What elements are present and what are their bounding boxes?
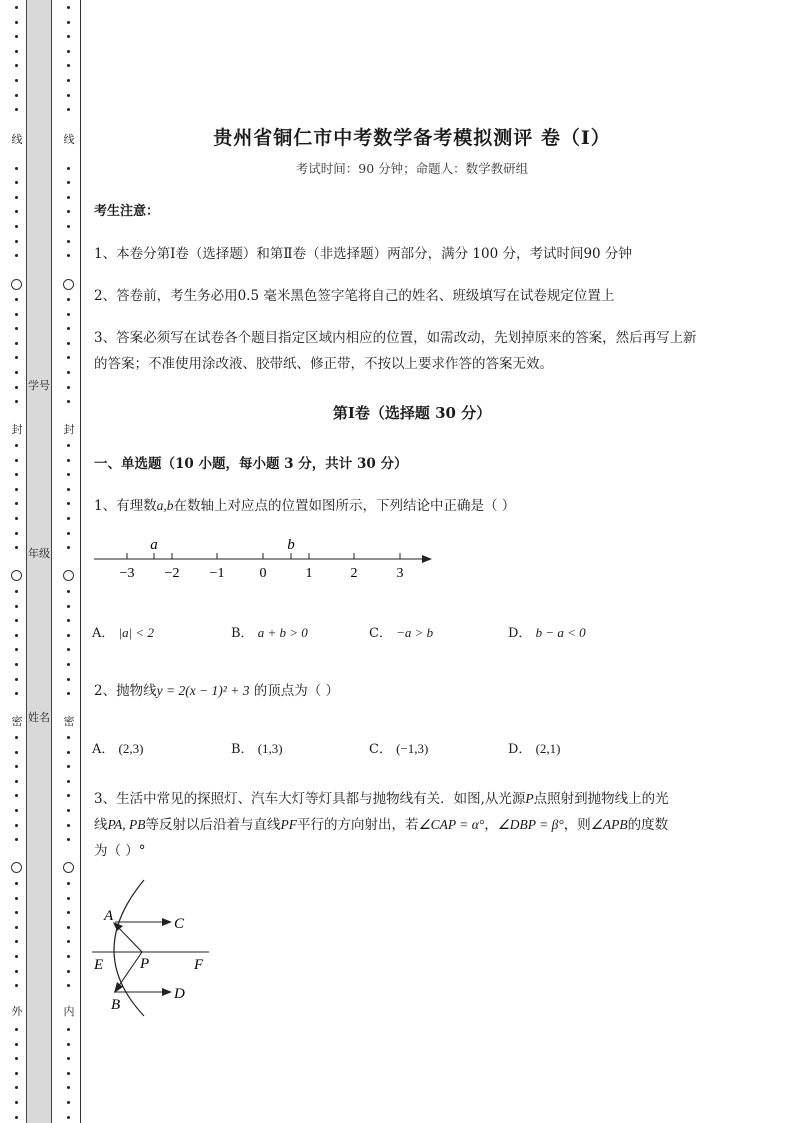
exam-subtitle: 考试时间：90 分钟；命题人：数学教研组 [295,161,529,176]
cut-line-dot [67,794,70,797]
cut-line-dot [67,210,70,213]
cut-line-dot [15,371,18,374]
cut-line-dot [67,444,70,447]
cut-line-dot [67,911,70,914]
cut-line-dot [15,1101,18,1104]
cut-line-dot [67,532,70,535]
cut-line-dot [15,663,18,666]
cut-line-dot [15,780,18,783]
cut-line-dot [67,882,70,885]
parabola-reflection-figure [92,872,222,1022]
number-line-arrow [422,555,432,563]
cut-line-dot [15,532,18,535]
cut-line-dot [15,926,18,929]
notice-item-3-cont: 的答案；不准使用涂改液、胶带纸、修正带，不按以上要求作答的答案无效。 [94,356,553,372]
cut-line-dot [67,970,70,973]
cut-line-dot [15,736,18,739]
cut-line-dot [15,210,18,213]
cut-line-dot [67,824,70,827]
grade-label: 年级 [28,547,50,560]
cut-line-dot [15,955,18,958]
label-f: F [194,957,204,973]
question-3-line-3: 为（ ）° [94,843,146,859]
cut-line-dot [67,736,70,739]
parabola-curve [114,880,144,1016]
cut-line-dot [15,313,18,316]
cut-line-dot [15,108,18,111]
cut-line-dot [67,765,70,768]
cut-line-dot [15,167,18,170]
cut-line-dot [15,1116,18,1119]
cut-line-dot [67,35,70,38]
cut-line-dot [67,94,70,97]
cut-line-dot [15,64,18,67]
label-p: P [140,956,150,972]
notice-item-2: 2、答卷前，考生务必用0.5 毫米黑色签字笔将自己的姓名、班级填写在试卷规定位置上 [94,288,615,304]
notice-item-1: 1、本卷分第Ⅰ卷（选择题）和第Ⅱ卷（非选择题）两部分，满分 100 分，考试时间90 分钟 [94,246,632,262]
q2-option-c[interactable]: C． (−1,3) [369,741,429,757]
cut-line-dot [15,590,18,593]
margin-mark-xian-inner: 线 [63,133,75,146]
tick-label: 1 [305,566,313,581]
cut-line-dot [15,342,18,345]
margin-circle [63,279,74,290]
margin-mark-mi-inner: 密 [63,715,75,728]
margin-circle [11,570,22,581]
margin-mark-nei: 内 [63,1005,75,1018]
cut-line-dot [67,1072,70,1075]
page-title: 贵州省铜仁市中考数学备考模拟测评 卷（Ⅰ） [213,127,611,149]
cut-line-dot [15,6,18,9]
cut-line-dot [67,327,70,330]
label-d: D [174,986,185,1002]
q1-option-b[interactable]: B． a + b > 0 [231,625,308,641]
tick-label: 3 [396,566,404,581]
cut-line-dot [67,940,70,943]
cut-line-dot [67,342,70,345]
cut-line-dot [67,663,70,666]
cut-line-dot [15,1072,18,1075]
question-3-line-1: 3、生活中常见的探照灯、汽车大灯等灯具都与抛物线有关．如图,从光源P点照射到抛物线上的光 [94,791,669,807]
cut-line-dot [67,897,70,900]
cut-line-dot [67,648,70,651]
margin-mark-feng-outer: 封 [11,423,23,436]
cut-line-dot [15,502,18,505]
cut-line-dot [15,970,18,973]
cut-line-dot [15,356,18,359]
cut-line-dot [15,79,18,82]
cut-line-dot [67,6,70,9]
cut-line-dot [67,780,70,783]
cut-line-dot [15,327,18,330]
cut-line-dot [15,298,18,301]
cut-line-dot [67,254,70,257]
tick-label: −3 [119,566,135,581]
cut-line-dot [67,692,70,695]
margin-mark-xian-outer: 线 [11,133,23,146]
student-id-label: 学号 [28,379,50,392]
cut-line-dot [15,911,18,914]
cut-line-dot [15,634,18,637]
section-title: 第Ⅰ卷（选择题 30 分） [332,404,492,422]
cut-line-dot [67,386,70,389]
point-b-label: b [287,537,295,553]
margin-circle [63,862,74,873]
cut-line-dot [15,254,18,257]
cut-line-dot [15,619,18,622]
cut-line-dot [15,838,18,841]
q1-option-c[interactable]: C． −a > b [369,625,434,641]
margin-mark-mi-outer: 密 [11,715,23,728]
cut-line-dot [15,21,18,24]
cut-line-dot [67,678,70,681]
q1-option-d[interactable]: D． b − a < 0 [508,625,586,641]
notice-item-3: 3、答案必须写在试卷各个题目指定区域内相应的位置，如需改动，先划掉原来的答案，然后再写上新 [94,330,697,346]
cut-line-dot [15,1086,18,1089]
cut-line-dot [67,167,70,170]
cut-line-dot [15,196,18,199]
cut-line-dot [15,444,18,447]
cut-line-dot [67,79,70,82]
cut-line-dot [67,371,70,374]
tick-label: 0 [259,566,267,581]
outer-dotted-cut-line [8,0,26,1123]
cut-line-dot [67,240,70,243]
cut-line-dot [67,488,70,491]
q2-option-d[interactable]: D． (2,1) [508,741,561,757]
tick-label: −1 [209,566,225,581]
cut-line-dot [15,181,18,184]
cut-line-dot [67,21,70,24]
cut-line-dot [67,838,70,841]
cut-line-dot [15,794,18,797]
cut-line-dot [15,984,18,987]
binding-margin [0,0,82,1123]
cut-line-dot [15,35,18,38]
cut-line-dot [15,1028,18,1031]
arrow-head [162,988,172,996]
part-title: 一、单选题（10 小题，每小题 3 分，共计 30 分） [94,456,408,472]
inner-dotted-cut-line [60,0,78,1123]
cut-line-dot [67,400,70,403]
cut-line-dot [67,298,70,301]
cut-line-dot [67,1043,70,1046]
cut-line-dot [15,882,18,885]
cut-line-dot [67,313,70,316]
cut-line-dot [15,1057,18,1060]
tick-label: −2 [164,566,180,581]
cut-line-dot [67,1086,70,1089]
cut-line-dot [15,897,18,900]
cut-line-dot [15,386,18,389]
margin-circle [11,862,22,873]
cut-line-dot [15,692,18,695]
cut-line-dot [67,459,70,462]
label-a: A [104,908,114,924]
cut-line-dot [67,181,70,184]
point-a-label: a [150,537,158,553]
cut-line-dot [15,678,18,681]
notice-heading: 考生注意： [94,204,160,219]
cut-line-dot [67,984,70,987]
cut-line-dot [67,1028,70,1031]
cut-line-dot [15,809,18,812]
cut-line-dot [15,940,18,943]
cut-line-dot [15,648,18,651]
cut-line-dot [67,356,70,359]
q2-option-a[interactable]: A． (2,3) [92,741,144,757]
cut-line-dot [15,1043,18,1046]
q1-option-a[interactable]: A． |a| < 2 [92,625,154,641]
margin-circle [11,279,22,290]
cut-line-dot [67,634,70,637]
cut-line-dot [67,619,70,622]
cut-line-dot [15,400,18,403]
cut-line-dot [67,1101,70,1104]
cut-line-dot [67,605,70,608]
cut-line-dot [15,517,18,520]
cut-line-dot [67,1057,70,1060]
ray-pb [116,952,142,990]
cut-line-dot [15,605,18,608]
cut-line-dot [67,809,70,812]
cut-line-dot [67,751,70,754]
label-e: E [94,957,104,973]
cut-line-dot [15,546,18,549]
cut-line-dot [67,590,70,593]
cut-line-dot [15,240,18,243]
cut-line-dot [67,64,70,67]
cut-line-dot [15,225,18,228]
label-c: C [174,916,185,932]
cut-line-dot [15,459,18,462]
label-b: B [111,997,121,1013]
cut-line-dot [15,824,18,827]
number-line-figure [92,535,452,585]
cut-line-dot [67,108,70,111]
margin-mark-wai: 外 [11,1005,23,1018]
margin-mark-feng-inner: 封 [63,423,75,436]
cut-line-dot [15,751,18,754]
question-1: 1、有理数a,b在数轴上对应点的位置如图所示，下列结论中正确是（ ） [94,498,516,514]
margin-circle [63,570,74,581]
cut-line-dot [67,196,70,199]
arrow-head [162,918,172,926]
student-info-strip [26,0,52,1123]
q2-option-b[interactable]: B． (1,3) [231,741,283,757]
cut-line-dot [15,765,18,768]
cut-line-dot [67,502,70,505]
cut-line-dot [15,488,18,491]
tick-label: 2 [350,566,358,581]
margin-rule [80,0,81,1123]
cut-line-dot [67,225,70,228]
cut-line-dot [15,50,18,53]
cut-line-dot [67,473,70,476]
cut-line-dot [15,473,18,476]
question-2: 2、抛物线y = 2(x − 1)² + 3 的顶点为（ ） [94,683,340,699]
cut-line-dot [67,955,70,958]
cut-line-dot [67,1116,70,1119]
cut-line-dot [67,517,70,520]
name-label: 姓名 [28,711,50,724]
question-3-line-2: 线PA, PB等反射以后沿着与直线PF平行的方向射出，若∠CAP = α°，∠DBP = β°，则∠APB的度数 [94,817,669,833]
cut-line-dot [67,50,70,53]
cut-line-dot [15,94,18,97]
cut-line-dot [67,926,70,929]
cut-line-dot [67,546,70,549]
